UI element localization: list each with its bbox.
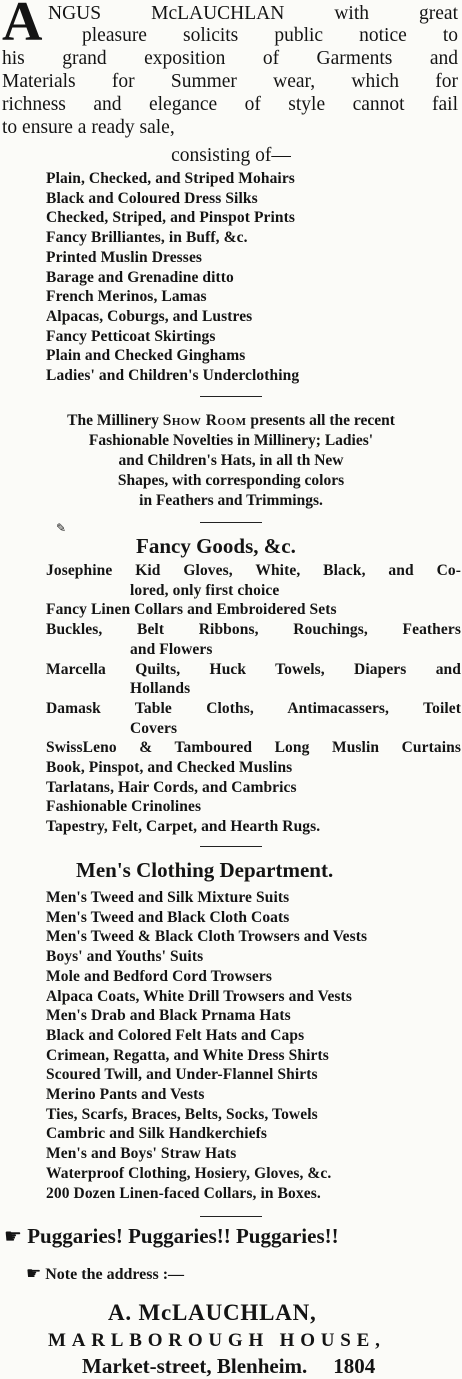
list-item-text: SwissLeno & Tamboured Long Muslin Curtains	[46, 739, 461, 757]
signature-street-line	[82, 1354, 375, 1379]
list-item	[46, 561, 461, 581]
intro-line-3: his grand exposition of Garments and	[2, 48, 458, 69]
list-item: Ladies' and Children's Underclothing	[46, 367, 300, 385]
list-item-continuation	[46, 581, 461, 601]
list-item: Fancy Brilliantes, in Buff, &c.	[46, 229, 248, 247]
list-item: Men's Drab and Black Prnama Hats	[46, 1007, 291, 1025]
list-item: Men's Tweed and Black Cloth Coats	[46, 908, 290, 926]
summer-items-list	[46, 169, 299, 386]
list-item	[46, 699, 461, 719]
list-item-text: Fancy Linen Collars and Embroidered Sets	[46, 601, 337, 619]
signature-house: MARLBOROUGH HOUSE,	[48, 1330, 386, 1351]
list-item: Cambric and Silk Handkerchiefs	[46, 1125, 268, 1143]
list-item-text: lored, only first choice	[130, 581, 280, 599]
pointing-hand-icon: ☛	[4, 1224, 22, 1248]
list-item: Crimean, Regatta, and White Dress Shirts	[46, 1046, 329, 1064]
list-item: Black and Colored Felt Hats and Caps	[46, 1026, 305, 1044]
list-item-text: and Flowers	[130, 640, 213, 658]
list-item	[46, 797, 461, 817]
list-item: French Merinos, Lamas	[46, 288, 207, 306]
list-item: Plain, Checked, and Striped Mohairs	[46, 170, 295, 187]
list-item-text: Fashionable Crinolines	[46, 798, 202, 816]
list-item	[46, 817, 461, 837]
millinery-line-2: Fashionable Novelties in Millinery; Ladies'	[88, 432, 374, 449]
list-item: Alpacas, Coburgs, and Lustres	[46, 307, 253, 325]
consisting-of: consisting of—	[171, 145, 291, 166]
list-item: Black and Coloured Dress Silks	[46, 189, 258, 207]
list-item	[46, 660, 461, 680]
ink-speck: ✎	[56, 521, 67, 535]
list-item: Plain and Checked Ginghams	[46, 347, 246, 365]
intro-line-1: NGUS McLAUCHLAN with great	[48, 3, 458, 24]
note-address	[26, 1264, 184, 1284]
mens-clothing-heading: Men's Clothing Department.	[76, 858, 334, 882]
millinery-lead: The Millinery	[67, 412, 163, 429]
millinery-line-4: Shapes, with corresponding colors	[117, 472, 345, 489]
list-item-continuation	[46, 679, 461, 699]
list-item: Boys' and Youths' Suits	[46, 948, 204, 966]
list-item-text: Tapestry, Felt, Carpet, and Hearth Rugs.	[46, 818, 321, 836]
millinery-line-1-rest: presents all the recent	[246, 412, 395, 429]
list-item-text: Buckles, Belt Ribbons, Rouchings, Feathers	[46, 621, 461, 639]
pointing-hand-icon: ☛	[26, 1264, 42, 1284]
list-item: Merino Pants and Vests	[46, 1086, 205, 1104]
list-item: Men's Tweed and Silk Mixture Suits	[46, 889, 290, 906]
signature-street: Market-street, Blenheim.	[82, 1354, 308, 1378]
list-item-text: Hollands	[130, 680, 191, 698]
drop-cap: A	[2, 0, 42, 53]
puggaries-line	[4, 1224, 460, 1249]
list-item: Printed Muslin Dresses	[46, 248, 203, 266]
ad-number: 1804	[333, 1354, 376, 1378]
list-item: Alpaca Coats, White Drill Trowsers and Vests	[46, 987, 352, 1005]
intro-line-2: pleasure solicits public notice to	[82, 25, 458, 46]
section-rule	[200, 1216, 262, 1217]
list-item: Barage and Grenadine ditto	[46, 268, 234, 286]
list-item: Mole and Bedford Cord Trowsers	[46, 967, 273, 985]
millinery-paragraph	[0, 411, 462, 511]
signature-name: A. McLAUCHLAN,	[108, 1300, 317, 1325]
list-item: 200 Dozen Linen-faced Collars, in Boxes.	[46, 1184, 321, 1202]
list-item: Scoured Twill, and Under-Flannel Shirts	[46, 1066, 318, 1084]
list-item: Men's and Boys' Straw Hats	[46, 1145, 237, 1163]
intro-line-4: Materials for Summer wear, which for	[2, 71, 458, 92]
list-item-text: Josephine Kid Gloves, White, Black, and Co-	[46, 562, 461, 579]
intro-line-6: to ensure a ready sale,	[2, 117, 175, 138]
intro-line-5: richness and elegance of style cannot fail	[2, 94, 458, 115]
fancy-goods-heading: Fancy Goods, &c.	[136, 534, 296, 558]
list-item: Ties, Scarfs, Braces, Belts, Socks, Towels	[46, 1105, 318, 1123]
list-item	[46, 738, 461, 758]
puggaries-text: Puggaries! Puggaries!! Puggaries!!	[27, 1224, 339, 1248]
list-item-text: Tarlatans, Hair Cords, and Cambrics	[46, 778, 297, 796]
list-item-text: Marcella Quilts, Huck Towels, Diapers and	[46, 660, 461, 678]
note-text: Note the address :—	[45, 1266, 185, 1283]
mens-items-list	[46, 888, 367, 1203]
fancy-goods-list	[46, 561, 461, 837]
list-item-text: Book, Pinspot, and Checked Muslins	[46, 759, 293, 777]
millinery-line-5: in Feathers and Trimmings.	[139, 492, 323, 509]
list-item: Fancy Petticoat Skirtings	[46, 327, 216, 345]
list-item-text: Covers	[130, 719, 178, 737]
show-room-text: Show Room	[162, 412, 247, 429]
section-rule	[200, 522, 262, 523]
list-item-continuation	[46, 719, 461, 739]
list-item: Checked, Striped, and Pinspot Prints	[46, 209, 296, 227]
list-item: Waterproof Clothing, Hosiery, Gloves, &c.	[46, 1164, 332, 1182]
list-item	[46, 600, 461, 620]
list-item-continuation	[46, 640, 461, 660]
section-rule	[200, 846, 262, 847]
list-item-text: Damask Table Cloths, Antimacassers, Toilet	[46, 699, 461, 717]
section-rule	[200, 396, 262, 397]
list-item	[46, 758, 461, 778]
list-item: Men's Tweed & Black Cloth Trowsers and Vests	[46, 928, 368, 946]
list-item	[46, 778, 461, 798]
millinery-line-3: and Children's Hats, in all th New	[118, 452, 344, 469]
list-item	[46, 620, 461, 640]
